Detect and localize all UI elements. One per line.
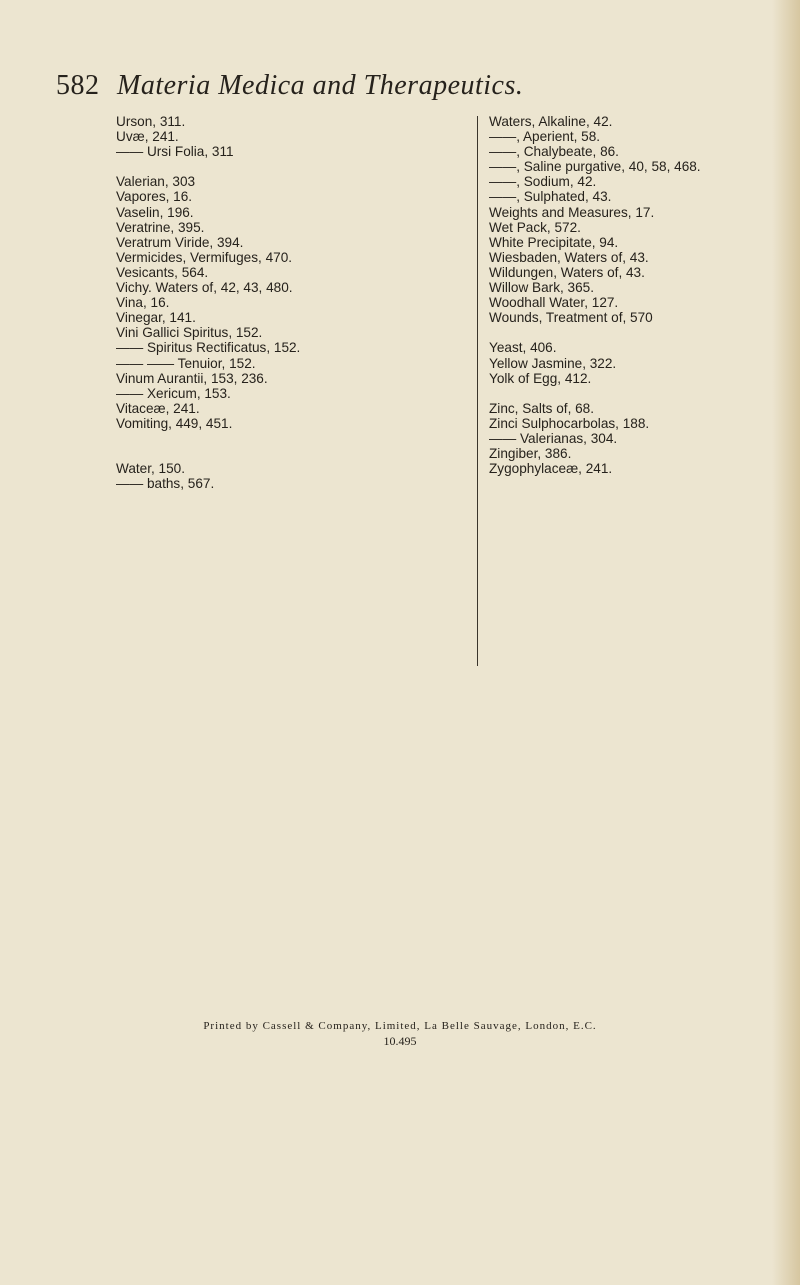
print-code: 10.495 [383,1034,417,1048]
index-entry: Water, 150. [116,461,186,477]
index-entry: Zinc, Salts of, 68. [489,400,595,416]
index-entry: Wet Pack, 572. [489,219,581,235]
index-entry: ——, Aperient, 58. [489,129,601,145]
index-entry: —— —— Tenuior, 152. [116,355,256,371]
index-entry: Vomiting, 449, 451. [116,415,233,431]
index-entry: Vinum Aurantii, 153, 236. [116,370,268,386]
index-entry: —— Xericum, 153. [116,385,231,401]
index-entry: Zinci Sulphocarbolas, 188. [489,415,650,431]
index-gap [489,325,789,340]
index-entry: Vaselin, 196. [116,204,194,220]
index-entry: Vapores, 16. [116,189,193,205]
index-gap [489,386,789,401]
index-entry: Woodhall Water, 127. [489,295,619,311]
index-entry: Wounds, Treatment of, 570 [489,310,653,326]
index-entry: Waters, Alkaline, 42. [489,114,613,129]
index-entry: —— baths, 567. [116,476,215,492]
index-entry: ——, Sulphated, 43. [489,189,612,205]
printer-footer [0,1020,800,1049]
index-entry: Weights and Measures, 17. [489,204,655,220]
index-entry: Zingiber, 386. [489,446,572,462]
index-entry: Vina, 16. [116,295,170,311]
running-title: Materia Medica and Therapeutics. [117,70,524,101]
index-entry: Vitaceæ, 241. [116,400,200,416]
index-entry: Veratrum Viride, 394. [116,234,244,250]
index-entry: Yeast, 406. [489,340,557,356]
index-entry: Valerian, 303 [116,174,196,190]
index-entry: ——, Saline purgative, 40, 58, 468. [489,159,701,175]
index-gap [116,446,446,461]
index-entry: —— Spiritus Rectificatus, 152. [116,340,301,356]
index-entry: —— Valerianas, 304. [489,430,618,446]
index-entry: Wildungen, Waters of, 43. [489,264,645,280]
index-entry: Yolk of Egg, 412. [489,370,592,386]
index-entry: Vichy. Waters of, 42, 43, 480. [116,280,293,296]
index-entry: Wiesbaden, Waters of, 43. [489,249,649,265]
printer-imprint: Printed by Cassell & Company, Limited, La Belle Sauvage, London, E.C. [203,1020,597,1032]
index-entry: Vinegar, 141. [116,310,196,326]
index-entry: ——, Chalybeate, 86. [489,144,619,160]
index-entry: —— Ursi Folia, 311 [116,144,234,160]
index-gap [116,431,446,446]
index-entry: ——, Sodium, 42. [489,174,597,190]
index-entry: Urson, 311. [116,114,186,129]
index-entry: Willow Bark, 365. [489,280,595,296]
index-entry: Yellow Jasmine, 322. [489,355,617,371]
page-number: 582 [56,70,100,101]
index-entry: Vesicants, 564. [116,264,209,280]
index-entry: Vini Gallici Spiritus, 152. [116,325,263,341]
page-edge-shading [772,0,800,1285]
index-column-right [489,114,789,476]
index-entry: Uvæ, 241. [116,129,179,145]
index-gap [116,159,446,174]
index-entry: Zygophylaceæ, 241. [489,461,613,477]
index-column-left [116,114,446,491]
running-header [56,70,756,102]
index-entry: Veratrine, 395. [116,219,205,235]
index-entry: White Precipitate, 94. [489,234,619,250]
index-entry: Vermicides, Vermifuges, 470. [116,249,293,265]
column-divider [477,116,478,666]
